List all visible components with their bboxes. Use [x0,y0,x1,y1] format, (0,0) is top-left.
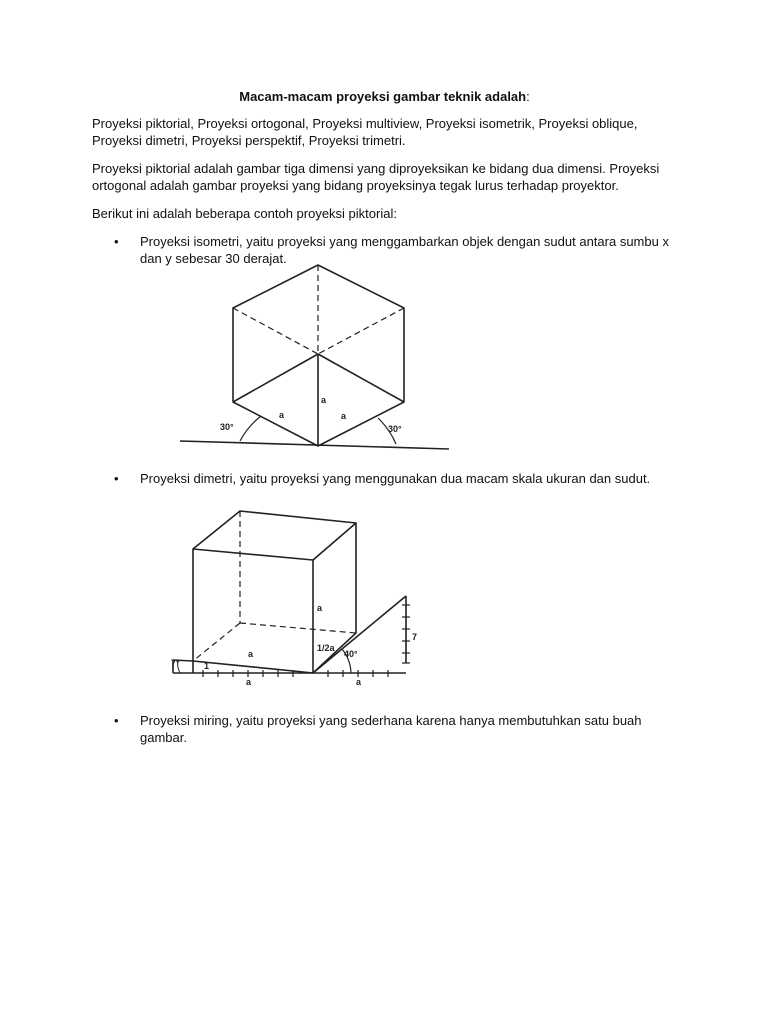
cube-top-face [193,511,356,560]
edge-label-a-center: a [321,395,327,405]
bullet-marker: • [114,471,119,486]
edge-label-a-base: a [248,649,254,659]
incline-40-line [313,596,406,673]
angle-label-40: 40° [344,649,358,659]
label-one: 1 [204,661,210,671]
edge-label-a-left: a [279,410,285,420]
angle-arc-left [240,416,261,441]
bullet-marker: • [114,713,119,728]
bullet-oblique-text: Proyeksi miring, yaitu proyeksi yang sederhana karena hanya membutuhkan satu buah gambar. [140,713,642,745]
angle-label-7: 7° [171,658,180,668]
label-seven: 7 [412,632,418,642]
paragraph-projection-types: Proyeksi piktorial, Proyeksi ortogonal, Proyeksi multiview, Proyeksi isometrik, Proyeksi oblique, Proyeksi dimetri, Proyeksi perspektif, Proyeksi trimetri. [92,116,638,148]
edge-label-a-bottom: a [246,677,252,687]
paragraph-examples-intro: Berikut ini adalah beberapa contoh proyeksi piktorial: [92,206,397,221]
label-a-right-axis: a [356,677,362,687]
dimetric-figure [168,505,418,687]
title-text: Macam-macam proyeksi gambar teknik adalah [239,89,527,104]
paragraph-definitions: Proyeksi piktorial adalah gambar tiga dimensi yang diproyeksikan ke bidang dua dimensi. Proyeksi ortogonal adalah gambar proyeksi yang bidang proyeksinya tegak lurus terhadap proyektor. [92,161,660,193]
bullet-dimetric-text: Proyeksi dimetri, yaitu proyeksi yang menggunakan dua macam skala ukuran dan sudut. [140,471,651,486]
angle-label-right: 30° [388,424,402,434]
hidden-edges [233,265,404,354]
edge-label-a-right: a [341,411,347,421]
hidden-edges [193,511,356,661]
bullet-isometric-text: Proyeksi isometri, yaitu proyeksi yang menggambarkan objek dengan sudut antara sumbu x dan y sebesar 30 derajat. [140,234,669,266]
edge-label-a-front: a [317,603,323,613]
document-title [92,88,677,105]
title-colon: : [526,89,530,104]
isometric-figure [178,248,453,453]
angle-label-left: 30° [220,422,234,432]
bullet-marker: • [114,234,119,249]
label-half-a: 1/2a [317,643,335,653]
